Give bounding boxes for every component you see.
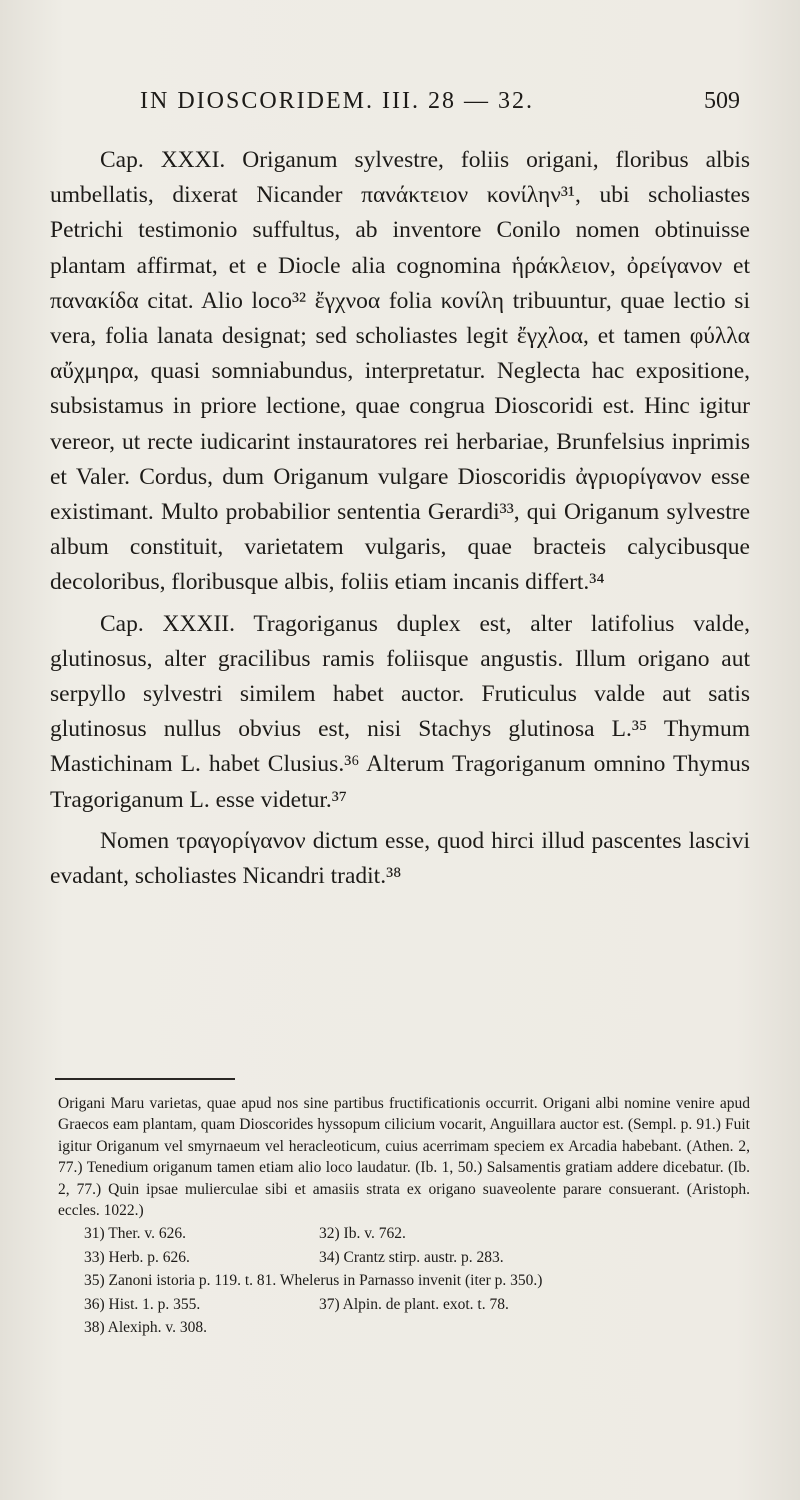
footnote-36: 36) Hist. 1. p. 355.	[84, 1295, 201, 1313]
footnote-31: 31) Ther. v. 626.	[84, 1225, 187, 1243]
running-title: IN DIOSCORIDEM. III. 28 — 32.	[140, 88, 534, 114]
footnote-divider	[55, 1078, 235, 1080]
footnote-34: 34) Crantz stirp. austr. p. 283.	[319, 1248, 504, 1266]
footnote-32: 32) Ib. v. 762.	[319, 1225, 406, 1243]
footnote-row	[58, 1247, 750, 1268]
page-header	[140, 88, 740, 128]
main-text	[50, 143, 750, 894]
footnote-intro: Origani Maru varietas, quae apud nos sine partibus fructificationis occurrit. Origani albi nomine venire apud Graecos eam plantam, quam Dioscorides hyssopum cilicium vocarit, Anguillara auctor est. (Sempl. p. 91.) Fuit igitur Origanum vel smyrnaeum vel heracleoticum, cuius acerrimam speciem ex Arcadia habebant. (Athen. 2, 77.) Tenedium origanum tamen etiam alio loco laudatur. (Ib. 1, 50.) Salsamentis gratiam addere dicebatur. (Ib. 2, 77.) Quin ipsae mulierculae sibi et amasiis strata ex origano suaveolente parare consuerant. (Aristoph. eccles. 1022.)	[58, 1095, 750, 1220]
footnote-37: 37) Alpin. de plant. exot. t. 78.	[319, 1295, 509, 1313]
footnote-35: 35) Zanoni istoria p. 119. t. 81. Whelerus in Parnasso invenit (iter p. 350.)	[84, 1272, 543, 1290]
footnote-38: 38) Alexiph. v. 308.	[84, 1319, 207, 1337]
footnotes	[58, 1093, 750, 1338]
footnote-33: 33) Herb. p. 626.	[84, 1248, 190, 1266]
footnote-row	[58, 1223, 750, 1244]
page-number: 509	[704, 88, 740, 114]
footnote-row	[58, 1294, 750, 1315]
paragraph-cap-xxxii: Cap. XXXII. Tragoriganus duplex est, alter latifolius valde, glutinosus, alter gracilibus ramis foliisque angustis. Illum origano aut serpyllo sylvestri similem habet auctor. Fruticulus valde aut satis glutinosus nullus obvius est, nisi Stachys glutinosa L.³⁵ Thymum Mastichinam L. habet Clusius.³⁶ Alterum Tragoriganum omnino Thymus Tragoriganum L. esse videtur.³⁷	[50, 610, 750, 813]
footnote-row	[58, 1317, 750, 1338]
paragraph-cap-xxxi: Cap. XXXI. Origanum sylvestre, foliis origani, floribus albis umbellatis, dixerat Nicander πανάκτειον κονίλην³¹, ubi scholiastes Petrichi testimonio suffultus, ab inventore Conilo nomen obtinuisse plantam affirmat, et e Diocle alia cognomina ἡράκλειον, ὀρείγανον et πανακίδα citat. Alio loco³² ἔγχνοα folia κονίλη tribuuntur, quae lectio si vera, folia lanata designat; sed scholiastes legit ἔγχλοα, et tamen φύλλα αὔχμηρα, quasi somniabundus, interpretatur. Neglecta hac expositione, subsistamus in priore lectione, quae congrua Dioscoridi est. Hinc igitur vereor, ut recte iudicarint instauratores rei herbariae, Brunfelsius inprimis et Valer. Cordus, dum Origanum vulgare Dioscoridis ἀγριορίγανον esse existimant. Multo probabilior sententia Gerardi³³, qui Origanum sylvestre album constituit, varietatem vulgaris, quae bracteis calycibusque decoloribus, floribusque albis, foliis etiam incanis differt.³⁴	[50, 147, 750, 596]
paragraph-nomen: Nomen τραγορίγανον dictum esse, quod hirci illud pascentes lascivi evadant, scholiastes Nicandri tradit.³⁸	[50, 827, 750, 890]
